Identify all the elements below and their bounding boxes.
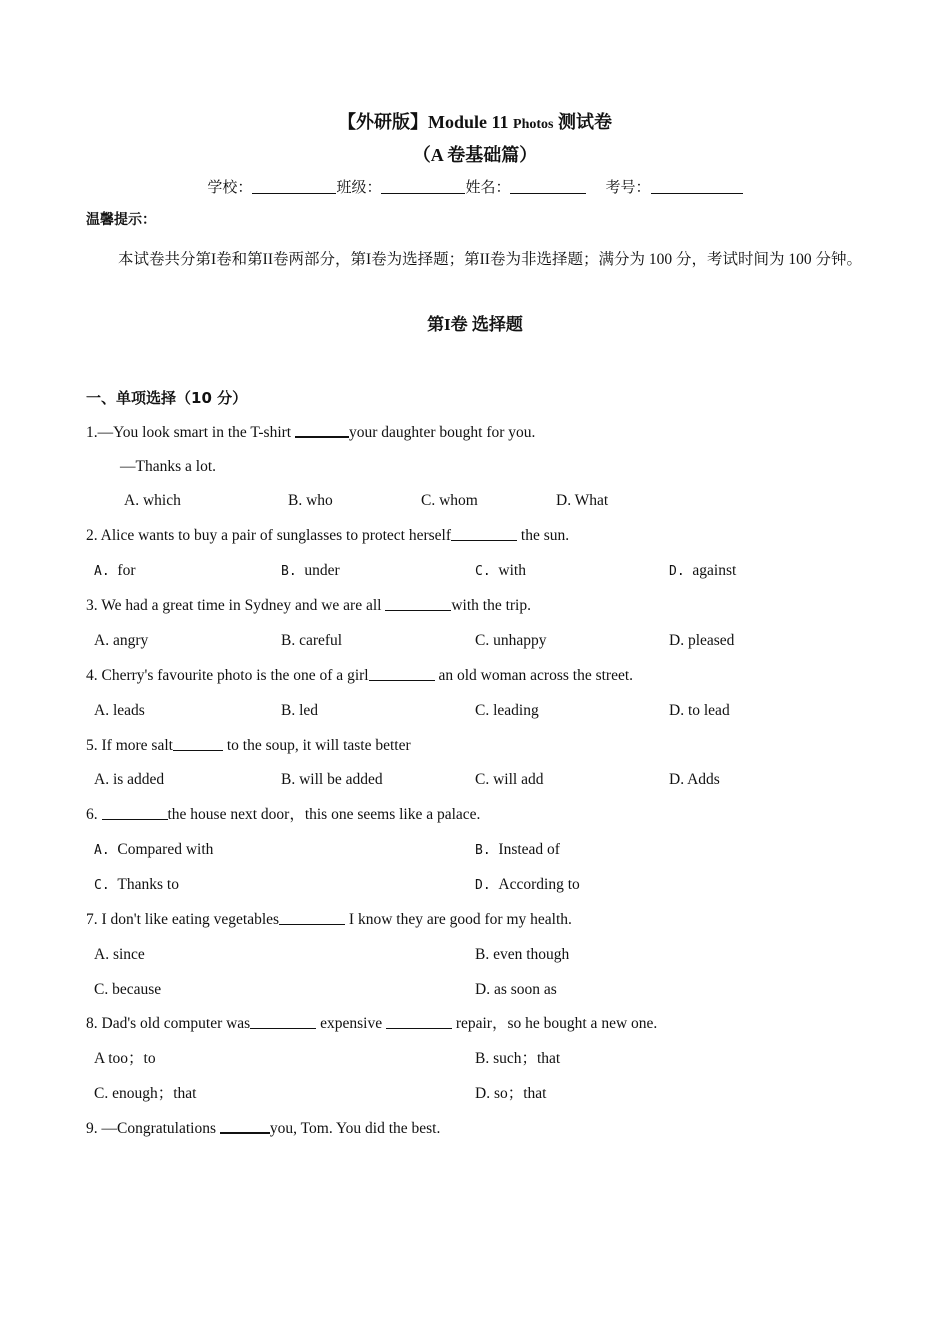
question-8 — [86, 1014, 657, 1034]
option[interactable]: D. Adds — [669, 771, 720, 788]
answer-blank[interactable] — [295, 422, 349, 438]
answer-blank[interactable] — [369, 666, 435, 681]
question-9 — [86, 1118, 440, 1139]
option[interactable]: C. because — [94, 981, 162, 998]
question-number: 3. — [86, 597, 98, 614]
question-text: repair，so he bought a new one. — [451, 1015, 658, 1032]
question-text: your daughter bought for you. — [349, 424, 536, 441]
option-text: According to — [498, 876, 580, 893]
option[interactable]: A. which — [124, 492, 181, 509]
option-text: with — [498, 562, 526, 579]
option[interactable] — [669, 561, 736, 582]
option[interactable]: B. such；that — [475, 1050, 561, 1067]
option[interactable]: C. enough；that — [94, 1085, 197, 1102]
answer-blank[interactable] — [250, 1014, 316, 1029]
question-text: Alice wants to buy a pair of sunglasses to protect herself — [97, 527, 452, 544]
exam-no-field[interactable] — [651, 177, 743, 194]
question-text: an old woman across the street. — [434, 667, 634, 684]
question-number: 8. — [86, 1015, 98, 1032]
question-text: to the soup, it will taste better — [222, 737, 411, 754]
option[interactable]: A. is added — [94, 771, 165, 788]
question-text: Cherry's favourite photo is the one of a girl — [97, 667, 369, 684]
question-text: the sun. — [517, 527, 570, 544]
option-text: for — [117, 562, 136, 579]
question-5 — [86, 736, 411, 756]
answer-blank[interactable] — [220, 1118, 270, 1134]
option[interactable]: C. leading — [475, 702, 539, 719]
class-label: 班级： — [336, 178, 382, 196]
option[interactable]: B. led — [281, 702, 319, 719]
option-letter: B. — [475, 843, 491, 858]
title-mid: Photos — [513, 117, 554, 132]
question-text: expensive — [316, 1015, 386, 1032]
option[interactable] — [475, 561, 526, 582]
answer-blank[interactable] — [385, 596, 451, 611]
name-label: 姓名： — [465, 178, 511, 196]
option[interactable]: A. leads — [94, 702, 145, 719]
option[interactable] — [281, 561, 340, 582]
question-number: 2. — [86, 527, 98, 544]
question-1-reply: —Thanks a lot. — [120, 458, 216, 475]
option-letter: A. — [94, 564, 110, 579]
answer-blank[interactable] — [102, 805, 168, 820]
exam-subtitle: （A 卷基础篇） — [412, 145, 538, 165]
option[interactable]: A too；to — [94, 1050, 156, 1067]
option[interactable]: D. What — [556, 492, 609, 509]
option[interactable]: C. whom — [421, 492, 478, 509]
question-4 — [86, 666, 633, 686]
option[interactable]: A. angry — [94, 632, 149, 649]
answer-blank[interactable] — [386, 1014, 452, 1029]
option[interactable]: C. will add — [475, 771, 544, 788]
section-title: 第I卷 选择题 — [427, 315, 523, 334]
question-2 — [86, 526, 569, 546]
question-number: 4. — [86, 667, 98, 684]
option[interactable]: D. pleased — [669, 632, 735, 649]
option-text: Thanks to — [117, 876, 179, 893]
option[interactable]: B. will be added — [281, 771, 383, 788]
question-6 — [86, 805, 480, 825]
answer-blank[interactable] — [279, 910, 345, 925]
question-number: 5. — [86, 737, 98, 754]
question-text: I don't like eating vegetables — [97, 911, 280, 928]
option[interactable]: D. so；that — [475, 1085, 547, 1102]
option-letter: A. — [94, 843, 110, 858]
answer-blank[interactable] — [451, 526, 517, 541]
option[interactable]: C. unhappy — [475, 632, 547, 649]
question-7 — [86, 910, 572, 930]
question-text: the house next door，this one seems like a palace. — [167, 806, 481, 823]
question-text: you, Tom. You did the best. — [269, 1120, 441, 1137]
name-field[interactable] — [510, 177, 586, 194]
question-text: If more salt — [97, 737, 173, 754]
question-number: 9. — [86, 1120, 98, 1137]
option[interactable]: D. as soon as — [475, 981, 557, 998]
option-text: Compared with — [117, 841, 214, 858]
option-letter: D. — [669, 564, 685, 579]
school-label: 学校： — [207, 178, 253, 196]
question-text: We had a great time in Sydney and we are all — [97, 597, 386, 614]
question-text: with the trip. — [451, 597, 531, 614]
question-text: Dad's old computer was — [97, 1015, 251, 1032]
answer-blank[interactable] — [173, 736, 223, 751]
part-title: 一、单项选择（10 分） — [86, 389, 248, 407]
question-number: 1. — [86, 424, 98, 441]
hint-text: 本试卷共分第I卷和第II卷两部分，第I卷为选择题；第II卷为非选择题；满分为 100 分，考试时间为 100 分钟。 — [118, 251, 862, 268]
option-letter: D. — [475, 878, 491, 893]
option-text: Instead of — [498, 841, 560, 858]
option[interactable]: B. careful — [281, 632, 343, 649]
option-letter: C. — [475, 564, 491, 579]
option[interactable]: B. even though — [475, 946, 570, 963]
student-info-row — [0, 177, 950, 197]
question-3 — [86, 596, 531, 616]
option-letter: C. — [94, 878, 110, 893]
title-suffix: 测试卷 — [557, 112, 612, 132]
option[interactable] — [475, 875, 580, 896]
hint-label: 温馨提示： — [86, 212, 156, 228]
option[interactable]: B. who — [288, 492, 333, 509]
school-field[interactable] — [252, 177, 336, 194]
option-letter: B. — [281, 564, 297, 579]
class-field[interactable] — [381, 177, 465, 194]
question-number: 6. — [86, 806, 98, 823]
option-text: against — [692, 562, 737, 579]
exam-no-label: 考号： — [605, 178, 651, 196]
question-text: —You look smart in the T-shirt — [97, 424, 295, 441]
title-prefix: 【外研版】Module 11 — [338, 112, 509, 132]
question-text: I know they are good for my health. — [345, 911, 572, 928]
question-text: —Congratulations — [97, 1120, 220, 1137]
exam-title — [0, 112, 950, 135]
option[interactable] — [94, 561, 135, 582]
question-1 — [86, 422, 535, 443]
option-text: under — [304, 562, 340, 579]
option[interactable] — [94, 840, 213, 861]
option[interactable]: A. since — [94, 946, 145, 963]
question-number: 7. — [86, 911, 98, 928]
option[interactable]: D. to lead — [669, 702, 730, 719]
option[interactable] — [94, 875, 179, 896]
option[interactable] — [475, 840, 560, 861]
